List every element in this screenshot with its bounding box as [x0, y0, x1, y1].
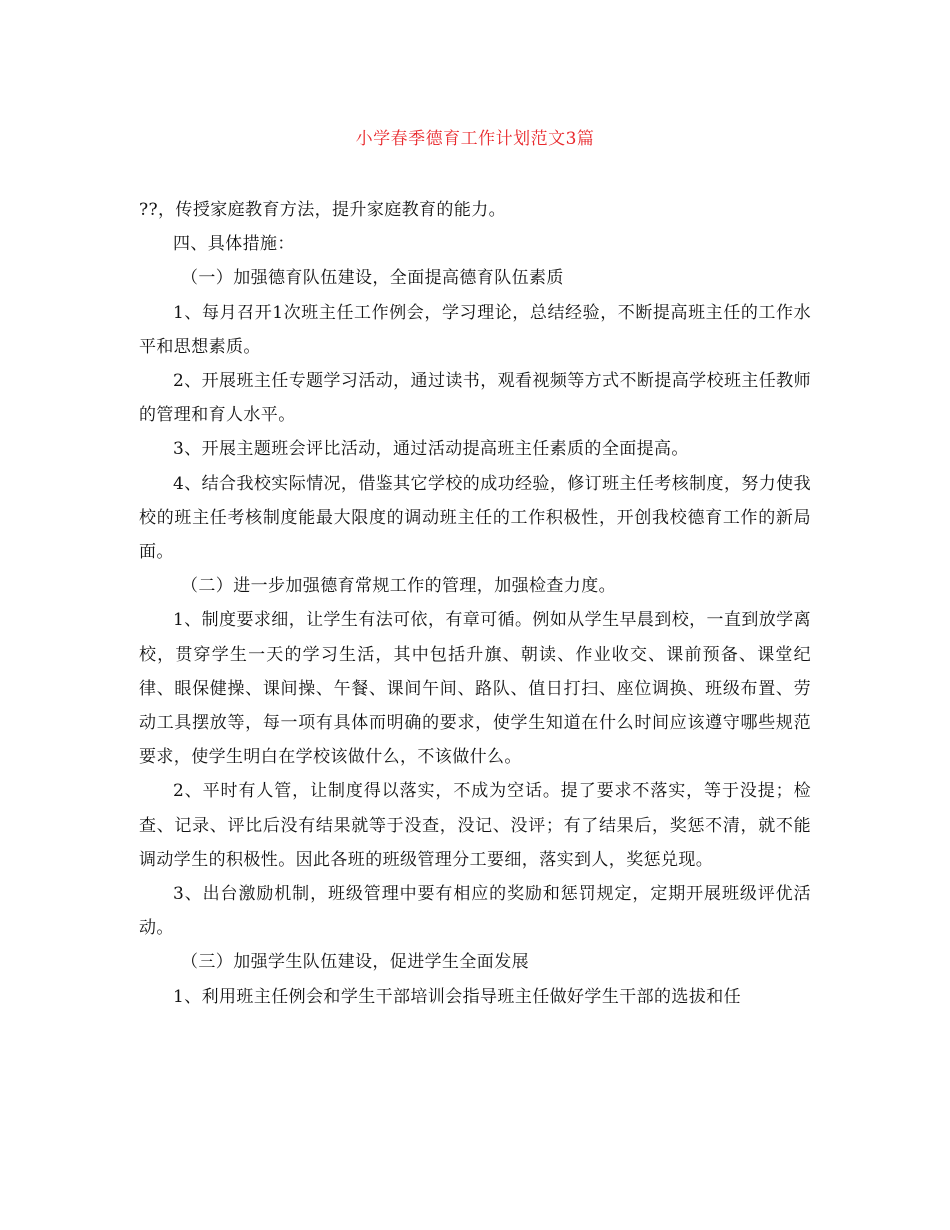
paragraph-item: 3、出台激励机制，班级管理中要有相应的奖励和惩罚规定，定期开展班级评优活动。 [139, 884, 811, 939]
paragraph-family-education: ??，传授家庭教育方法，提升家庭教育的能力。 [139, 200, 507, 220]
paragraph-item: 3、开展主题班会评比活动，通过活动提高班主任素质的全面提高。 [173, 439, 689, 460]
subsection-heading-3: （三）加强学生队伍建设，促进学生全面发展 [181, 952, 529, 973]
document-title: 小学春季德育工作计划范文3篇 [355, 129, 595, 149]
paragraph-item: 1、每月召开1次班主任工作例会，学习理论，总结经验，不断提高班主任的工作水平和思想素质。 [139, 302, 811, 357]
document-body [139, 193, 811, 1014]
subsection-heading-1: （一）加强德育队伍建设，全面提高德育队伍素质 [181, 268, 564, 289]
paragraph-item: 1、利用班主任例会和学生干部培训会指导班主任做好学生干部的选拔和任 [173, 986, 742, 1007]
paragraph-item: 2、开展班主任专题学习活动，通过读书，观看视频等方式不断提高学校班主任教师的管理和育人水平。 [139, 371, 811, 426]
subsection-heading-2: （二）进一步加强德育常规工作的管理，加强检查力度。 [181, 576, 616, 597]
section-heading-measures: 四、具体措施： [173, 234, 295, 255]
paragraph-item: 2、平时有人管，让制度得以落实，不成为空话。提了要求不落实，等于没提；检查、记录、评比后没有结果就等于没查，没记、没评；有了结果后，奖惩不清，就不能调动学生的积极性。因此各班的班级管理分工要细，落实到人，奖惩兑现。 [139, 781, 811, 870]
paragraph-item: 4、结合我校实际情况，借鉴其它学校的成功经验，修订班主任考核制度，努力使我校的班主任考核制度能最大限度的调动班主任的工作积极性，开创我校德育工作的新局面。 [139, 473, 811, 563]
paragraph-item: 1、制度要求细，让学生有法可依，有章可循。例如从学生早晨到校，一直到放学离校，贯穿学生一天的学习生活，其中包括升旗、朝读、作业收交、课前预备、课堂纪律、眼保健操、课间操、午餐、课间午间、路队、值日打扫、座位调换、班级布置、劳动工具摆放等，每一项有具体而明确的要求，使学生知道在什么时间应该遵守哪些规范要求，使学生明白在学校该做什么，不该做什么。 [139, 610, 811, 768]
